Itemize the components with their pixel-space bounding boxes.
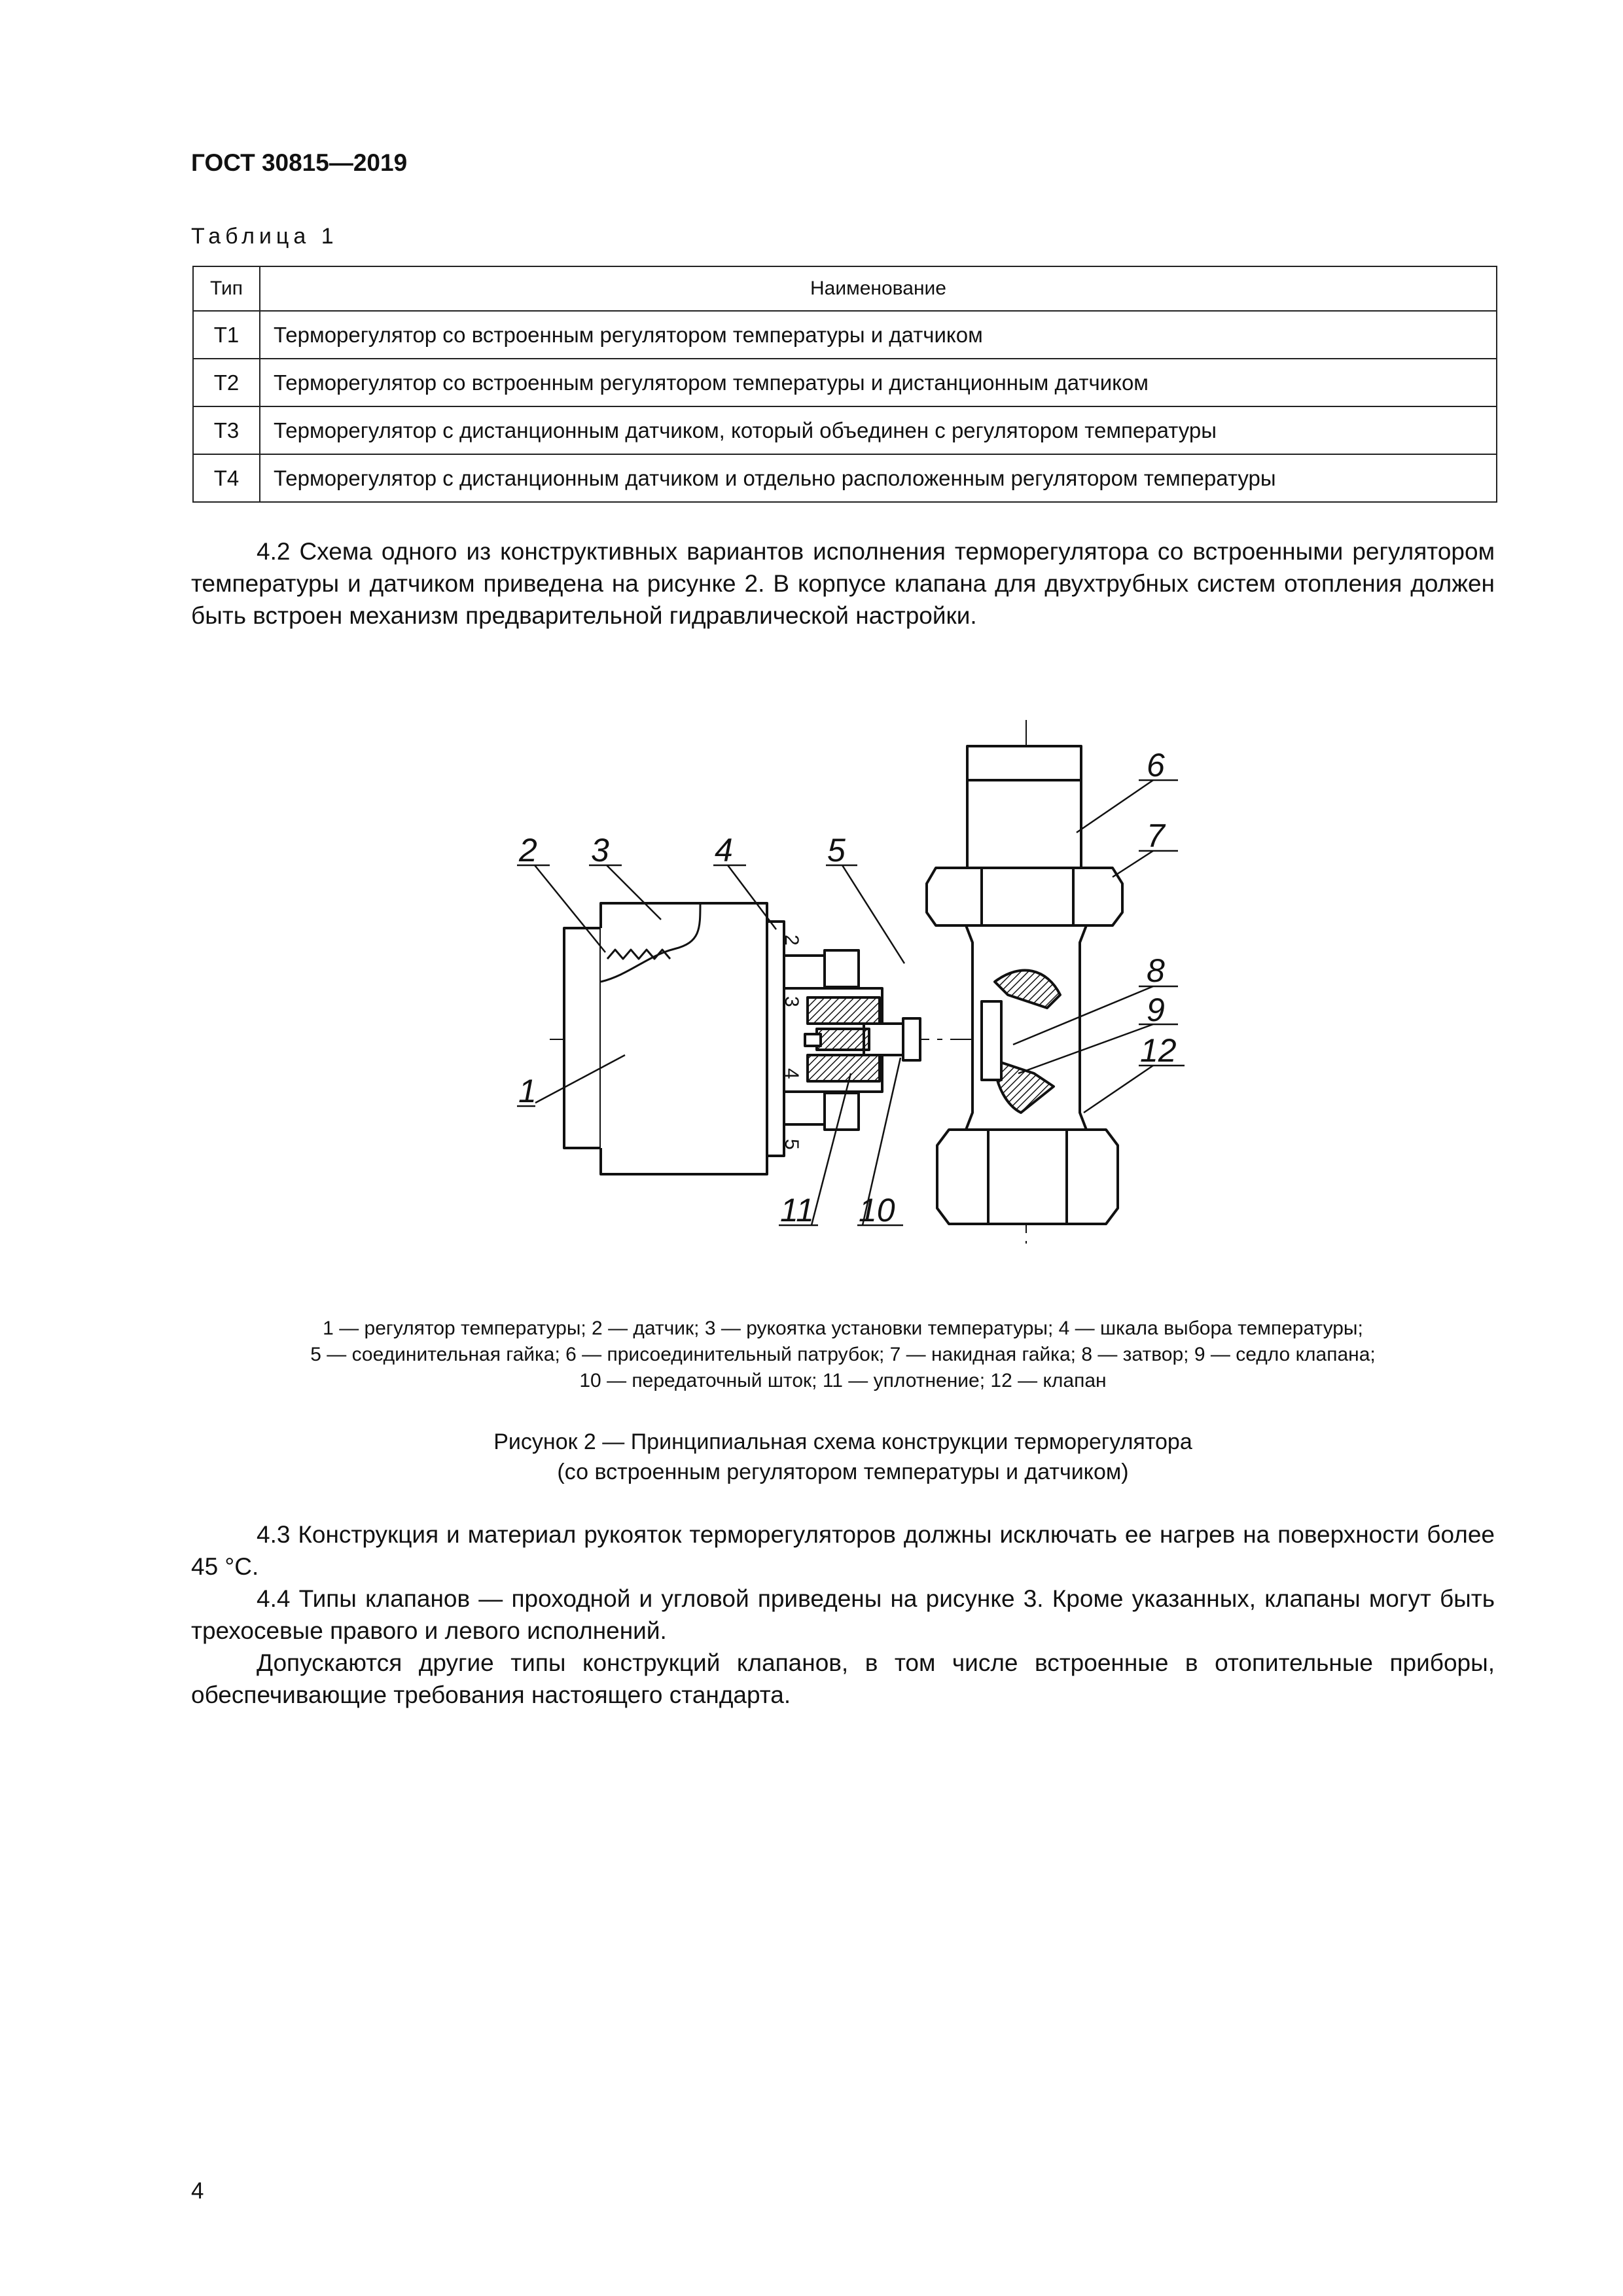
callout-8: 8 bbox=[1147, 952, 1165, 989]
name-cell: Терморегулятор со встроенным регулятором температуры и дистанционным датчиком bbox=[260, 359, 1497, 406]
scale-mark: 3 bbox=[781, 996, 802, 1007]
document-header: ГОСТ 30815—2019 bbox=[191, 149, 408, 176]
paragraph-extra: Допускаются другие типы конструкций клапанов, в том числе встроенные в отопительные приборы, обеспечивающие требования настоящего стандарта. bbox=[191, 1649, 1495, 1708]
scale-mark: 2 bbox=[781, 935, 802, 946]
paragraph-4-3: 4.3 Конструкция и материал рукояток терморегуляторов должны исключать ее нагрев на поверхности более 45 °С. bbox=[191, 1521, 1495, 1580]
callout-2: 2 bbox=[519, 832, 537, 869]
figure-caption bbox=[191, 1427, 1495, 1487]
callout-5: 5 bbox=[827, 832, 846, 869]
callout-6: 6 bbox=[1147, 747, 1165, 783]
figure-caption-line: (со встроенным регулятором температуры и датчиком) bbox=[557, 1460, 1129, 1484]
column-header-type: Тип bbox=[193, 266, 260, 311]
name-cell: Терморегулятор с дистанционным датчиком, который объединен с регулятором температуры bbox=[260, 406, 1497, 454]
column-header-name: Наименование bbox=[260, 266, 1497, 311]
scale-mark: 5 bbox=[781, 1139, 802, 1150]
legend-line: 10 — передаточный шток; 11 — уплотнение; 12 — клапан bbox=[579, 1370, 1107, 1391]
page-number: 4 bbox=[191, 2178, 204, 2204]
section-4-3-4-4 bbox=[191, 1518, 1495, 1711]
table-caption: Таблица 1 bbox=[191, 224, 338, 249]
table-row bbox=[193, 311, 1497, 359]
types-table bbox=[192, 266, 1497, 503]
callout-10: 10 bbox=[859, 1192, 895, 1229]
table-header-row bbox=[193, 266, 1497, 311]
figure-caption-line: Рисунок 2 — Принципиальная схема конструкции терморегулятора bbox=[493, 1429, 1192, 1454]
paragraph-4-2: 4.2 Схема одного из конструктивных вариантов исполнения терморегулятора со встроенными регулятором температуры и датчиком приведена на рисунке 2. В корпусе клапана для двухтрубных систем отопления должен быть встроен механизм предварительной гидравлической настройки. bbox=[191, 538, 1495, 629]
name-cell: Терморегулятор со встроенным регулятором температуры и датчиком bbox=[260, 311, 1497, 359]
callout-4: 4 bbox=[715, 832, 733, 869]
callout-3: 3 bbox=[591, 832, 609, 869]
type-cell: Т1 bbox=[193, 311, 260, 359]
section-4-2 bbox=[191, 535, 1495, 632]
callout-7: 7 bbox=[1147, 817, 1165, 854]
type-cell: Т3 bbox=[193, 406, 260, 454]
figure-legend bbox=[191, 1316, 1495, 1394]
thermoregulator-diagram bbox=[497, 707, 1217, 1257]
paragraph-4-4: 4.4 Типы клапанов — проходной и угловой приведены на рисунке 3. Кроме указанных, клапаны могут быть трехосевые правого и левого исполнений. bbox=[191, 1585, 1495, 1644]
callout-9: 9 bbox=[1147, 992, 1165, 1028]
legend-line: 5 — соединительная гайка; 6 — присоединительный патрубок; 7 — накидная гайка; 8 — затвор; 9 — седло клапана; bbox=[310, 1344, 1376, 1365]
table-row bbox=[193, 406, 1497, 454]
type-cell: Т4 bbox=[193, 454, 260, 502]
name-cell: Терморегулятор с дистанционным датчиком и отдельно расположенным регулятором температуры bbox=[260, 454, 1497, 502]
scale-mark: 4 bbox=[781, 1068, 802, 1079]
callout-1: 1 bbox=[518, 1073, 537, 1109]
callout-12: 12 bbox=[1140, 1032, 1177, 1069]
legend-line: 1 — регулятор температуры; 2 — датчик; 3 — рукоятка установки температуры; 4 — шкала выбора температуры; bbox=[323, 1318, 1363, 1339]
table-row bbox=[193, 359, 1497, 406]
type-cell: Т2 bbox=[193, 359, 260, 406]
table-row bbox=[193, 454, 1497, 502]
callout-11: 11 bbox=[780, 1192, 814, 1229]
